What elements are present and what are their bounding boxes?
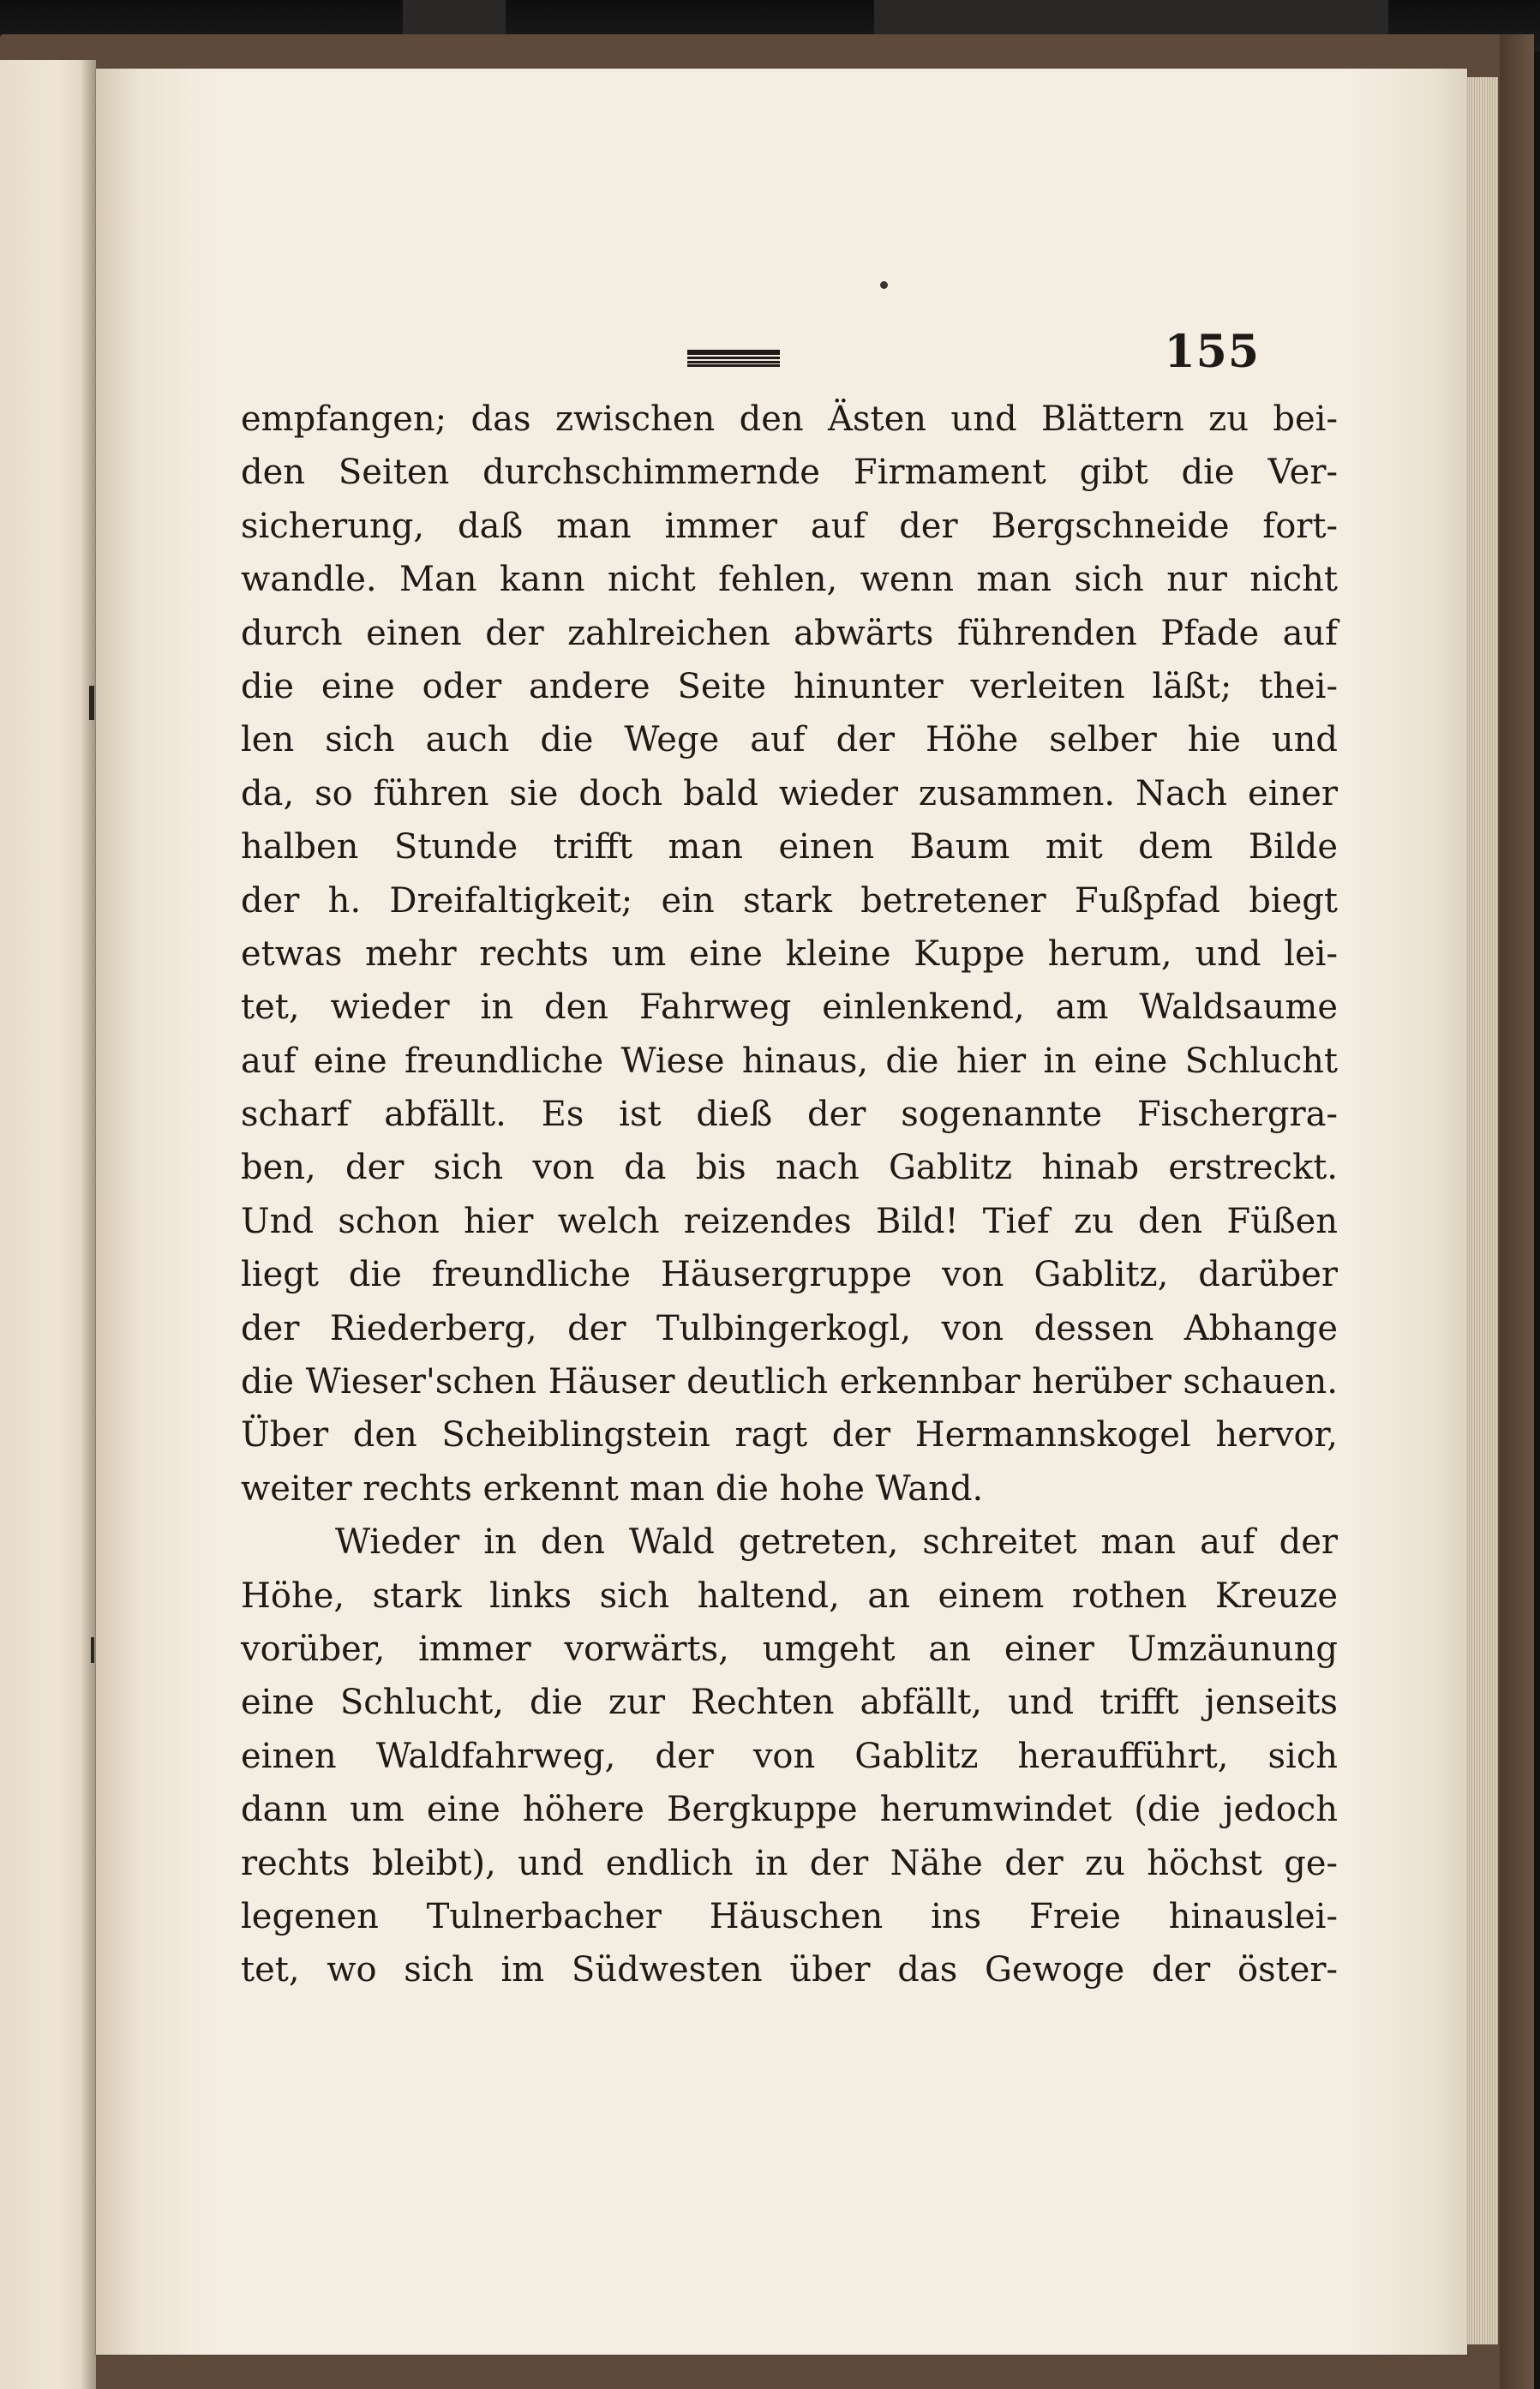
page-number: 155 [1164,326,1260,378]
text-line: len sich auch die Wege auf der Höhe selber hie und [241,720,1338,760]
text-line: tet, wo sich im Südwesten über das Gewoge der öster- [241,1950,1338,1990]
text-line: Wieder in den Wald getreten, schreitet man auf der [335,1522,1338,1563]
text-line: den Seiten durchschimmernde Firmament gibt die Ver- [241,453,1338,493]
text-line: etwas mehr rechts um eine kleine Kuppe herum, und lei- [241,933,1338,974]
text-line: eine Schlucht, die zur Rechten abfällt, und trifft jenseits [241,1683,1338,1723]
text-line: wandle. Man kann nicht fehlen, wenn man sich nur nicht [241,560,1338,600]
text-line: Und schon hier welch reizendes Bild! Tief zu den Füßen [241,1201,1338,1241]
text-line: empfangen; das zwischen den Ästen und Blättern zu bei- [241,399,1338,439]
text-line: der Riederberg, der Tulbingerkogl, von dessen Abhange [241,1308,1338,1348]
text-line: einen Waldfahrweg, der von Gablitz heraufführt, sich [241,1736,1338,1776]
margin-mark [91,1637,94,1663]
text-line: die eine oder andere Seite hinunter verleiten läßt; thei- [241,666,1338,706]
text-line: dann um eine höhere Bergkuppe herumwindet (die jedoch [241,1790,1338,1830]
page-edges [1467,77,1498,2344]
text-line: durch einen der zahlreichen abwärts führenden Pfade auf [241,613,1338,653]
left-page-edge [0,60,96,2389]
header-ornament-rule [687,350,780,367]
text-line: auf eine freundliche Wiese hinaus, die hier in eine Schlucht [241,1041,1338,1081]
text-line: tet, wieder in den Fahrweg einlenkend, am Waldsaume [241,987,1338,1028]
text-line: liegt die freundliche Häusergruppe von Gablitz, darüber [241,1255,1338,1295]
text-line: Über den Scheiblingstein ragt der Hermannskogel hervor, [241,1415,1338,1456]
book-page [96,69,1467,2355]
margin-mark [89,686,94,720]
text-line: vorüber, immer vorwärts, umgeht an einer Umzäunung [241,1629,1338,1669]
paper-speck [880,281,888,289]
text-line: rechts bleibt), und endlich in der Nähe der zu höchst ge- [241,1843,1338,1883]
text-line: der h. Dreifaltigkeit; ein stark betretener Fußpfad biegt [241,880,1338,921]
text-line: die Wieser'schen Häuser deutlich erkennbar herüber schauen. [241,1362,1338,1402]
text-line: weiter rechts erkennt man die hohe Wand. [241,1468,984,1509]
text-line: legenen Tulnerbacher Häuschen ins Freie hinauslei- [241,1896,1338,1936]
text-line: scharf abfällt. Es ist dieß der sogenannte Fischergra- [241,1095,1338,1135]
text-line: ben, der sich von da bis nach Gablitz hinab erstreckt. [241,1148,1338,1188]
page-body-text [241,393,1338,1997]
text-line: halben Stunde trifft man einen Baum mit dem Bilde [241,827,1338,867]
text-line: da, so führen sie doch bald wieder zusammen. Nach einer [241,773,1338,813]
page-gutter [81,60,96,2389]
text-line: sicherung, daß man immer auf der Bergschneide fort- [241,506,1338,546]
text-line: Höhe, stark links sich haltend, an einem rothen Kreuze [241,1576,1338,1616]
